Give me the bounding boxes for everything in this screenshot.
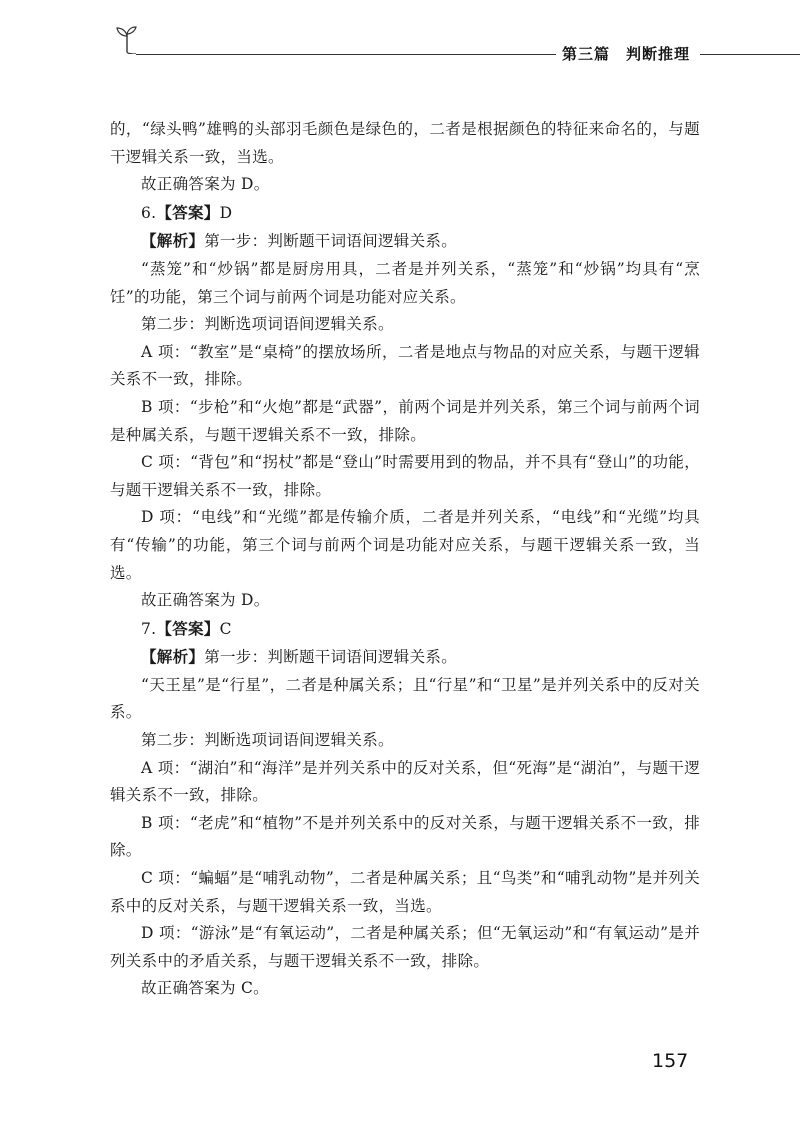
section-tag: 【答案】 xyxy=(156,618,220,638)
paragraph-text: “蒸笼”和“炒锅”都是厨房用具，二者是并列关系，“蒸笼”和“炒锅”均具有“烹饪”的功能，第三个词与前两个词是功能对应关系。 xyxy=(110,259,700,306)
paragraph-text: 故正确答案为 D。 xyxy=(141,591,270,610)
paragraph-text: D 项：“游泳”是“有氧运动”，二者是种属关系；但“无氧运动”和“有氧运动”是并列关系中的矛盾关系，与题干逻辑关系不一致，排除。 xyxy=(110,924,700,970)
page-number: 157 xyxy=(652,1050,689,1072)
paragraph-text: 故正确答案为 D。 xyxy=(141,175,270,194)
paragraph xyxy=(110,171,700,199)
paragraph xyxy=(110,975,700,1003)
paragraph xyxy=(110,810,700,865)
paragraph-text: B 项：“步枪”和“火炮”都是“武器”，前两个词是并列关系，第三个词与前两个词是种属关系，与题干逻辑关系不一致，排除。 xyxy=(110,397,700,444)
page-body xyxy=(110,116,700,1003)
paragraph-text: D xyxy=(219,203,233,222)
paragraph-text: “天王星”是“行星”，二者是种属关系；且“行星”和“卫星”是并列关系中的反对关系。 xyxy=(110,675,700,722)
paragraph-text: 的，“绿头鸭”雄鸭的头部羽毛颜色是绿色的，二者是根据颜色的特征来命名的，与题干逻辑关系一致，当选。 xyxy=(110,120,700,166)
paragraph-text: 故正确答案为 C。 xyxy=(141,979,269,998)
paragraph-text: C 项：“蝙蝠”是“哺乳动物”，二者是种属关系；且“鸟类”和“哺乳动物”是并列关系中的反对关系，与题干逻辑关系一致，当选。 xyxy=(110,869,700,915)
paragraph-text: A 项：“湖泊”和“海洋”是并列关系中的反对关系，但“死海”是“湖泊”，与题干逻辑关系不一致，排除。 xyxy=(110,758,700,805)
paragraph-text: 第二步：判断选项词语间逻辑关系。 xyxy=(141,315,394,334)
paragraph xyxy=(110,504,700,587)
section-tag: 【解析】 xyxy=(141,647,205,667)
paragraph xyxy=(110,116,700,171)
paragraph xyxy=(110,227,700,256)
paragraph-text: 第一步：判断题干词语间逻辑关系。 xyxy=(204,648,458,667)
paragraph xyxy=(110,339,700,394)
question-number: 7. xyxy=(141,619,157,638)
paragraph xyxy=(110,755,700,810)
paragraph-text: B 项：“老虎”和“植物”不是并列关系中的反对关系，与题干逻辑关系不一致，排除。 xyxy=(110,813,700,860)
paragraph xyxy=(110,727,700,755)
paragraph xyxy=(110,449,700,504)
section-tag: 【答案】 xyxy=(156,202,220,222)
paragraph xyxy=(110,920,700,975)
header-rule-left xyxy=(136,54,556,55)
sprout-icon xyxy=(114,24,140,54)
paragraph xyxy=(110,643,700,672)
paragraph xyxy=(110,587,700,615)
page-header xyxy=(0,0,800,90)
paragraph-text: 第二步：判断选项词语间逻辑关系。 xyxy=(141,731,394,750)
paragraph xyxy=(110,256,700,311)
paragraph xyxy=(110,311,700,339)
paragraph-text: D 项：“电线”和“光缆”都是传输介质，二者是并列关系，“电线”和“光缆”均具有“传输”的功能，第三个词与前两个词是功能对应关系，与题干逻辑关系一致，当选。 xyxy=(110,508,700,582)
paragraph-text: 第一步：判断题干词语间逻辑关系。 xyxy=(204,232,458,251)
paragraph xyxy=(110,672,700,727)
paragraph-text: C xyxy=(219,619,232,638)
paragraph xyxy=(110,394,700,449)
paragraph xyxy=(110,865,700,920)
section-title: 第三篇 判断推理 xyxy=(562,45,691,63)
paragraph-text: C 项：“背包”和“拐杖”都是“登山”时需要用到的物品，并不具有“登山”的功能，与题干逻辑关系不一致，排除。 xyxy=(110,453,700,499)
header-rule-right xyxy=(700,54,800,55)
paragraph xyxy=(110,615,700,644)
section-tag: 【解析】 xyxy=(141,231,205,251)
paragraph-text: A 项：“教室”是“桌椅”的摆放场所，二者是地点与物品的对应关系，与题干逻辑关系不一致，排除。 xyxy=(110,342,700,389)
paragraph xyxy=(110,199,700,228)
question-number: 6. xyxy=(141,203,157,222)
